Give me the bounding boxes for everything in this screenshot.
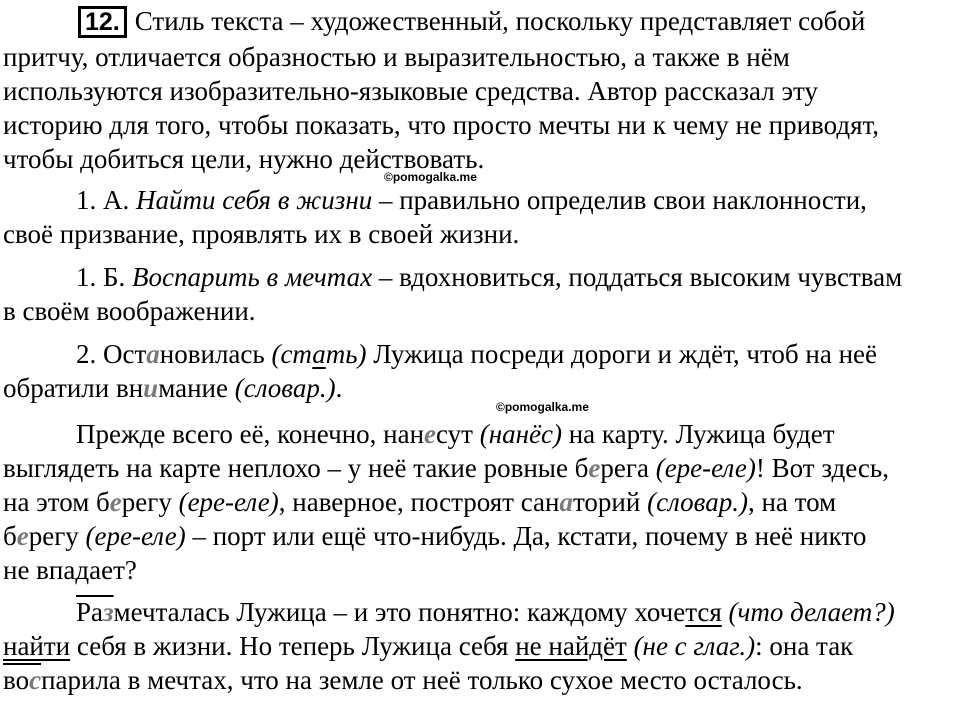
item-1a-phrase: Найти себя в жизни [136, 185, 373, 215]
item-1b-line-2: в своём воображении. [3, 296, 256, 326]
item-2-line-1 [76, 339, 877, 369]
vowel-highlight: е [588, 453, 601, 483]
underlined-vowel: а [312, 339, 326, 369]
intro-line-3: используются изобразительно-языковые средства. Автор рассказал эту [3, 76, 818, 106]
para-4-line-1: Размечталась Лужица – и это понятно: каждому хочется (что делает?) [76, 597, 895, 627]
vowel-highlight: а [146, 339, 160, 369]
hint: (не с глаг.) [633, 631, 756, 661]
vowel-highlight: е [109, 487, 122, 517]
para-3-line-2: выглядеть на карте неплохо – у неё такие ровные берега (ере-еле)! Вот здесь, [3, 453, 889, 483]
underlined-word: найти [3, 631, 71, 661]
item-2-hint: (стать) [271, 339, 367, 369]
vowel-highlight: и [143, 373, 159, 403]
hint: (ере-еле) [655, 453, 756, 483]
prefix-mark: вос [3, 665, 42, 695]
item-1b-definition: – вдохновиться, поддаться высоким чувствам [372, 262, 903, 292]
vowel-highlight: е [424, 419, 437, 449]
item-1a-definition: – правильно определив свои наклонности, [372, 185, 867, 215]
para-3-line-1: Прежде всего её, конечно, нанесут (нанёс) на карту. Лужица будет [76, 419, 835, 449]
intro-line-5: чтобы добиться цели, нужно действовать. [3, 144, 485, 174]
consonant-highlight: з [103, 597, 114, 627]
underlined-word: не найдёт [515, 631, 627, 661]
prefix-mark: Раз [76, 597, 114, 627]
hint: (ере-еле) [178, 487, 279, 517]
item-2-text: Лужица посреди дороги и ждёт, чтоб на неё [366, 339, 878, 369]
underlined-ending: тся [685, 597, 722, 627]
watermark-1: ©pomogalka.me [384, 170, 477, 184]
watermark-2: ©pomogalka.me [496, 400, 589, 414]
para-4-line-2: найти себя в жизни. Но теперь Лужица себя не найдёт (не с глаг.): она так [3, 631, 854, 661]
hint: (ере-еле) [85, 521, 186, 551]
intro-line-4: историю для того, чтобы показать, что просто мечты ни к чему не приводят, [3, 110, 880, 140]
vowel-highlight: а [559, 487, 573, 517]
para-4-line-3: воспарила в мечтах, что на земле от неё только сухое место осталось. [3, 665, 803, 695]
item-2-text: мание [158, 373, 235, 403]
item-2-text: 2. Ост [76, 339, 147, 369]
item-1b-phrase: Воспарить в мечтах [132, 262, 373, 292]
hint: (словар.) [647, 487, 748, 517]
item-1b-number: 1. Б. [76, 262, 133, 292]
item-2-text: обратили вн [3, 373, 144, 403]
intro-line-1 [78, 6, 865, 38]
item-1b-line-1 [76, 262, 902, 292]
item-2-line-2 [3, 373, 342, 403]
item-1a-line-2: своё призвание, проявлять их в своей жизни. [3, 219, 520, 249]
item-2-text: новилась [159, 339, 272, 369]
para-3-line-5: не впадает? [3, 555, 137, 585]
item-1a-line-1 [76, 185, 867, 215]
vowel-highlight: е [16, 521, 29, 551]
hint: (нанёс) [479, 419, 562, 449]
intro-text-1: Стиль текста – художественный, поскольку представляет собой [134, 6, 866, 36]
item-2-hint: (словар.) [234, 373, 336, 403]
task-number-box: 12. [78, 6, 127, 38]
para-3-line-3: на этом берегу (ере-еле), наверное, построят санаторий (словар.), на том [3, 487, 837, 517]
intro-line-2: притчу, отличается образностью и выразительностью, а также в нём [3, 42, 790, 72]
item-2-text: . [335, 373, 343, 403]
item-1a-number: 1. А. [76, 185, 136, 215]
para-3-line-4: берегу (ере-еле) – порт или ещё что-нибудь. Да, кстати, почему в неё никто [3, 521, 867, 551]
hint: (что делает?) [728, 597, 895, 627]
consonant-highlight: с [29, 665, 42, 695]
